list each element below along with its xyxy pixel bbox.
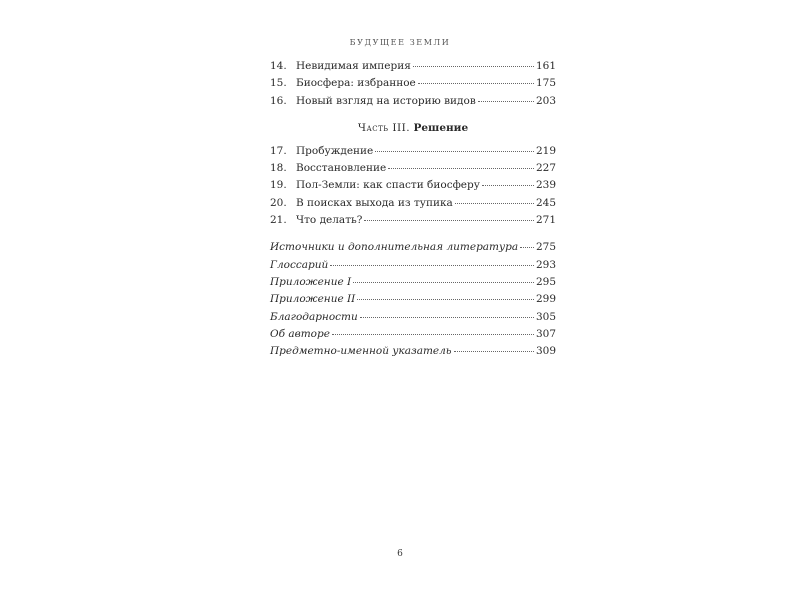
toc-entry-title: Пробуждение xyxy=(296,144,374,157)
toc-entry-page: 239 xyxy=(535,179,556,192)
toc-entry-title: Глоссарий xyxy=(270,258,329,271)
toc-entry-number: 21. xyxy=(270,214,287,227)
toc-entry xyxy=(270,241,556,258)
toc-entry-title: Новый взгляд на историю видов xyxy=(296,94,476,107)
toc-entry-page: 305 xyxy=(535,310,556,323)
toc-entry-title: Об авторе xyxy=(270,327,330,340)
toc-entry-title: Что делать? xyxy=(296,214,363,227)
toc-entry-page: 175 xyxy=(535,77,556,90)
toc-entry-page: 161 xyxy=(535,60,556,72)
toc-entry-page: 219 xyxy=(535,144,556,157)
dot-leader xyxy=(418,83,534,84)
dot-leader xyxy=(353,282,534,283)
toc-entry xyxy=(270,276,556,293)
toc-entry-number: 17. xyxy=(270,144,287,157)
dot-leader xyxy=(364,220,534,221)
toc-entry xyxy=(270,293,556,310)
toc-entry xyxy=(270,162,556,179)
toc-entry-title: Приложение II xyxy=(270,293,356,306)
dot-leader xyxy=(454,351,534,352)
dot-leader xyxy=(332,334,534,335)
table-of-contents xyxy=(270,60,556,362)
toc-entry-title: Невидимая империя xyxy=(296,60,411,72)
toc-entry-number: 15. xyxy=(270,77,287,90)
toc-entry-page: 295 xyxy=(535,275,556,288)
toc-entry-page: 307 xyxy=(535,327,556,340)
toc-entry xyxy=(270,345,556,362)
toc-entry xyxy=(270,259,556,276)
toc-entry-page: 203 xyxy=(535,94,556,107)
dot-leader xyxy=(388,168,534,169)
toc-entry-number: 19. xyxy=(270,179,287,192)
toc-entry xyxy=(270,145,556,162)
toc-group-chapters-14-16 xyxy=(270,60,556,112)
toc-entry-page: 299 xyxy=(535,293,556,306)
toc-entry-page: 271 xyxy=(535,214,556,227)
toc-entry-number: 18. xyxy=(270,162,287,175)
toc-group-back-matter xyxy=(270,241,556,362)
dot-leader xyxy=(375,151,534,152)
dot-leader xyxy=(413,66,534,67)
part-heading xyxy=(270,122,556,136)
page-number: 6 xyxy=(397,549,403,559)
toc-entry xyxy=(270,77,556,94)
part-label: Часть III. xyxy=(357,121,411,134)
toc-entry xyxy=(270,197,556,214)
toc-entry xyxy=(270,60,556,77)
toc-entry xyxy=(270,214,556,231)
dot-leader xyxy=(478,101,534,102)
toc-entry-title: Пол-Земли: как спасти биосферу xyxy=(296,179,480,192)
toc-entry-page: 245 xyxy=(535,196,556,209)
toc-entry-title: Приложение I xyxy=(270,275,352,288)
toc-entry-title: В поисках выхода из тупика xyxy=(296,196,453,209)
toc-entry-page: 293 xyxy=(535,258,556,271)
dot-leader xyxy=(360,317,534,318)
toc-entry xyxy=(270,328,556,345)
part-name: Решение xyxy=(413,121,469,134)
toc-entry-number: 20. xyxy=(270,196,287,209)
toc-entry-number: 14. xyxy=(270,60,287,72)
toc-entry xyxy=(270,311,556,328)
toc-entry-page: 227 xyxy=(535,162,556,175)
dot-leader xyxy=(330,265,534,266)
dot-leader xyxy=(455,203,534,204)
toc-entry-title: Источники и дополнительная литература xyxy=(270,241,519,254)
toc-entry xyxy=(270,95,556,112)
toc-entry-title: Предметно-именной указатель xyxy=(270,345,452,358)
dot-leader xyxy=(520,247,534,248)
dot-leader xyxy=(482,185,534,186)
running-head: БУДУЩЕЕ ЗЕМЛИ xyxy=(349,38,451,47)
toc-entry-title: Восстановление xyxy=(296,162,387,175)
toc-entry-page: 309 xyxy=(535,345,556,358)
toc-entry-title: Биосфера: избранное xyxy=(296,77,416,90)
toc-entry-page: 275 xyxy=(535,241,556,254)
toc-entry-number: 16. xyxy=(270,94,287,107)
toc-group-chapters-17-21 xyxy=(270,145,556,231)
toc-entry xyxy=(270,179,556,196)
toc-entry-title: Благодарности xyxy=(270,310,358,323)
section-gap xyxy=(270,231,556,241)
dot-leader xyxy=(357,299,534,300)
